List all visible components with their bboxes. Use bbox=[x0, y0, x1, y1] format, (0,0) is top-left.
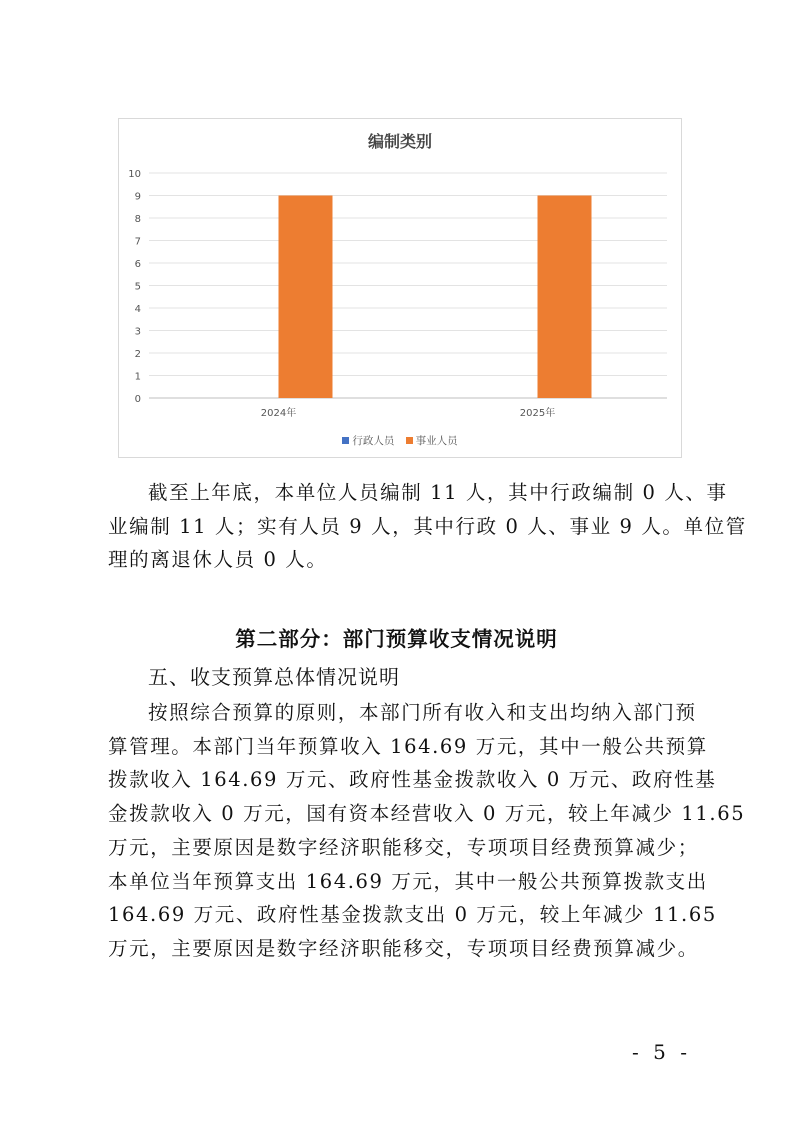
text-line: 理的离退休人员 0 人。 bbox=[108, 548, 328, 572]
text-line: 本单位当年预算支出 164.69 万元，其中一般公共预算拨款支出 bbox=[108, 869, 708, 893]
text-line: 拨款收入 164.69 万元、政府性基金拨款收入 0 万元、政府性基 bbox=[108, 768, 717, 792]
legend-label-institution: 事业人员 bbox=[415, 435, 458, 447]
y-tick-label: 4 bbox=[134, 304, 141, 315]
x-tick-label: 2025年 bbox=[519, 408, 556, 419]
y-tick-label: 3 bbox=[134, 326, 141, 338]
y-tick-label: 6 bbox=[134, 259, 141, 270]
legend-item-institution bbox=[406, 435, 458, 447]
text-line: 164.69 万元、政府性基金拨款支出 0 万元，较上年减少 11.65 bbox=[108, 903, 717, 927]
budget-paragraph bbox=[108, 696, 746, 966]
y-tick-label: 1 bbox=[134, 371, 141, 383]
legend-swatch-admin bbox=[342, 437, 349, 444]
staffing-paragraph bbox=[108, 476, 747, 577]
bar bbox=[279, 196, 333, 399]
legend-swatch-institution bbox=[406, 437, 413, 444]
y-tick-label: 2 bbox=[134, 349, 141, 360]
y-tick-label: 5 bbox=[134, 281, 141, 293]
chart-legend bbox=[119, 433, 681, 448]
y-tick-label: 0 bbox=[134, 394, 141, 405]
staffing-chart bbox=[118, 118, 682, 458]
text-line: 按照综合预算的原则，本部门所有收入和支出均纳入部门预 bbox=[148, 701, 697, 724]
y-tick-label: 8 bbox=[134, 214, 141, 225]
y-tick-label: 9 bbox=[134, 191, 141, 203]
text-line: 万元，主要原因是数字经济职能移交，专项项目经费预算减少。 bbox=[108, 936, 699, 960]
text-line: 万元，主要原因是数字经济职能移交，专项项目经费预算减少； bbox=[108, 835, 699, 859]
text-line: 截至上年底，本单位人员编制 11 人，其中行政编制 0 人、事 bbox=[148, 481, 728, 504]
y-tick-label: 7 bbox=[134, 236, 141, 248]
text-line: 金拨款收入 0 万元，国有资本经营收入 0 万元，较上年减少 11.65 bbox=[108, 802, 746, 826]
y-tick-label: 10 bbox=[128, 169, 141, 180]
text-line: 业编制 11 人；实有人员 9 人，其中行政 0 人、事业 9 人。单位管 bbox=[108, 514, 747, 538]
bar bbox=[538, 196, 592, 399]
page-number: - 5 - bbox=[632, 1040, 691, 1064]
chart-plot bbox=[119, 119, 681, 457]
text-line: 算管理。本部门当年预算收入 164.69 万元，其中一般公共预算 bbox=[108, 734, 708, 758]
part-heading: 第二部分：部门预算收支情况说明 bbox=[235, 627, 558, 651]
chart-title: 编制类别 bbox=[367, 132, 432, 151]
section-heading: 五、收支预算总体情况说明 bbox=[148, 665, 400, 689]
legend-label-admin: 行政人员 bbox=[352, 435, 395, 447]
legend-item-admin bbox=[342, 435, 394, 447]
x-tick-label: 2024年 bbox=[260, 408, 297, 419]
